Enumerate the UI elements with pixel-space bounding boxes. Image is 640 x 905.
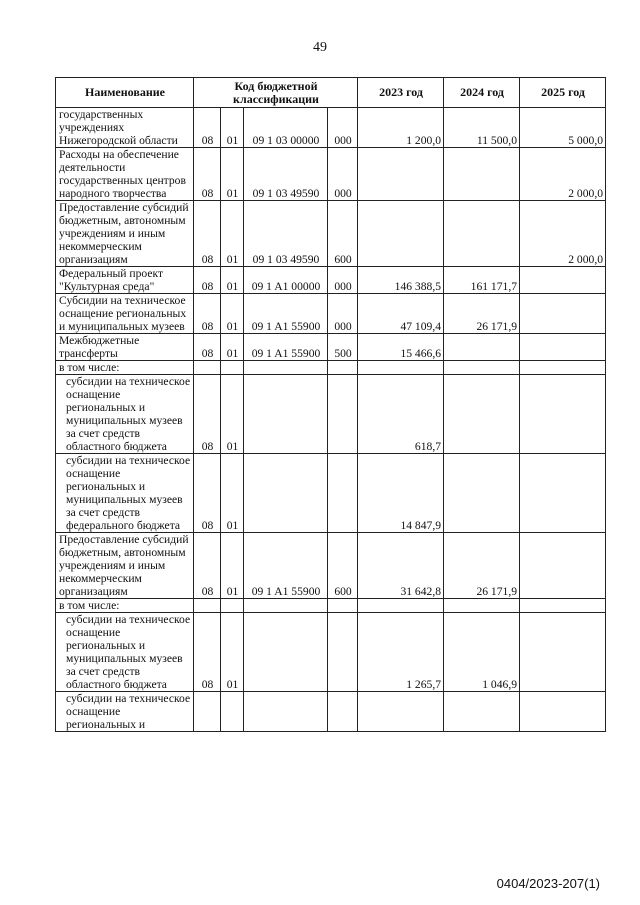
cell-expense-type-code <box>328 613 358 692</box>
cell-subsection-code: 01 <box>221 267 244 294</box>
cell-subsection-code: 01 <box>221 201 244 267</box>
cell-section-code: 08 <box>194 334 221 361</box>
cell-subsection-code: 01 <box>221 334 244 361</box>
cell-target-article-code: 09 1 A1 00000 <box>244 267 328 294</box>
cell-value-2025 <box>520 454 606 533</box>
header-2024: 2024 год <box>444 78 520 108</box>
header-name: Наименование <box>56 78 194 108</box>
cell-subsection-code: 01 <box>221 148 244 201</box>
cell-value-2023: 14 847,9 <box>358 454 444 533</box>
cell-target-article-code <box>244 454 328 533</box>
cell-value-2025: 5 000,0 <box>520 108 606 148</box>
table-row <box>56 294 606 334</box>
cell-section-code: 08 <box>194 375 221 454</box>
cell-target-article-code <box>244 613 328 692</box>
table-header-row <box>56 78 606 108</box>
cell-value-2023 <box>358 692 444 732</box>
cell-value-2025 <box>520 375 606 454</box>
cell-section-code: 08 <box>194 201 221 267</box>
cell-value-2025: 2 000,0 <box>520 201 606 267</box>
cell-target-article-code: 09 1 A1 55900 <box>244 294 328 334</box>
header-code: Код бюджетной классификации <box>194 78 358 108</box>
budget-table <box>55 77 606 732</box>
cell-name: Межбюджетные трансферты <box>56 334 194 361</box>
cell-expense-type-code: 000 <box>328 108 358 148</box>
table-row <box>56 599 606 613</box>
cell-value-2023 <box>358 201 444 267</box>
cell-target-article-code <box>244 692 328 732</box>
cell-target-article-code: 09 1 03 49590 <box>244 148 328 201</box>
cell-value-2025 <box>520 533 606 599</box>
cell-subsection-code <box>221 361 244 375</box>
table-row <box>56 375 606 454</box>
cell-name: субсидии на техническое оснащение региональных и муниципальных музеев за счет средств федерального бюджета <box>56 454 194 533</box>
cell-section-code <box>194 692 221 732</box>
cell-name: субсидии на техническое оснащение региональных и муниципальных музеев за счет средств областного бюджета <box>56 375 194 454</box>
cell-name: в том числе: <box>56 361 194 375</box>
cell-name: государственных учреждениях Нижегородской области <box>56 108 194 148</box>
cell-name: Предоставление субсидий бюджетным, автономным учреждениям и иным некоммерческим организациям <box>56 201 194 267</box>
cell-name: Расходы на обеспечение деятельности государственных центров народного творчества <box>56 148 194 201</box>
cell-section-code: 08 <box>194 533 221 599</box>
cell-value-2024 <box>444 361 520 375</box>
cell-value-2025 <box>520 294 606 334</box>
cell-value-2023: 1 200,0 <box>358 108 444 148</box>
table-row <box>56 454 606 533</box>
cell-target-article-code <box>244 599 328 613</box>
cell-target-article-code: 09 1 A1 55900 <box>244 533 328 599</box>
cell-value-2024 <box>444 148 520 201</box>
cell-target-article-code: 09 1 03 00000 <box>244 108 328 148</box>
cell-value-2024: 11 500,0 <box>444 108 520 148</box>
cell-value-2024: 26 171,9 <box>444 294 520 334</box>
table-row <box>56 361 606 375</box>
cell-section-code <box>194 599 221 613</box>
page-number: 49 <box>313 40 327 55</box>
cell-section-code <box>194 361 221 375</box>
cell-value-2025 <box>520 334 606 361</box>
cell-subsection-code: 01 <box>221 613 244 692</box>
cell-name: Предоставление субсидий бюджетным, автономным учреждениям и иным некоммерческим организациям <box>56 533 194 599</box>
cell-target-article-code <box>244 361 328 375</box>
cell-expense-type-code <box>328 599 358 613</box>
cell-name: субсидии на техническое оснащение региональных и <box>56 692 194 732</box>
cell-value-2025 <box>520 361 606 375</box>
cell-section-code: 08 <box>194 108 221 148</box>
cell-value-2024: 161 171,7 <box>444 267 520 294</box>
cell-value-2024 <box>444 375 520 454</box>
cell-subsection-code <box>221 692 244 732</box>
cell-name: в том числе: <box>56 599 194 613</box>
table-body <box>56 108 606 732</box>
cell-value-2025 <box>520 267 606 294</box>
cell-value-2023 <box>358 361 444 375</box>
cell-value-2023: 15 466,6 <box>358 334 444 361</box>
cell-expense-type-code <box>328 454 358 533</box>
cell-value-2023: 47 109,4 <box>358 294 444 334</box>
cell-value-2024 <box>444 454 520 533</box>
cell-subsection-code: 01 <box>221 375 244 454</box>
cell-expense-type-code <box>328 361 358 375</box>
cell-value-2023 <box>358 148 444 201</box>
cell-subsection-code: 01 <box>221 294 244 334</box>
cell-section-code: 08 <box>194 613 221 692</box>
cell-expense-type-code: 600 <box>328 533 358 599</box>
header-2025: 2025 год <box>520 78 606 108</box>
document-id: 0404/2023-207(1) <box>496 876 600 891</box>
cell-section-code: 08 <box>194 454 221 533</box>
cell-value-2024: 1 046,9 <box>444 613 520 692</box>
cell-section-code: 08 <box>194 294 221 334</box>
cell-value-2025 <box>520 692 606 732</box>
cell-name: субсидии на техническое оснащение региональных и муниципальных музеев за счет средств областного бюджета <box>56 613 194 692</box>
cell-value-2023: 146 388,5 <box>358 267 444 294</box>
table-row <box>56 267 606 294</box>
table-row <box>56 613 606 692</box>
cell-value-2023 <box>358 599 444 613</box>
table-row <box>56 692 606 732</box>
cell-expense-type-code <box>328 375 358 454</box>
cell-section-code: 08 <box>194 267 221 294</box>
header-2023: 2023 год <box>358 78 444 108</box>
cell-target-article-code: 09 1 03 49590 <box>244 201 328 267</box>
table-row <box>56 108 606 148</box>
cell-name: Субсидии на техническое оснащение региональных и муниципальных музеев <box>56 294 194 334</box>
cell-section-code: 08 <box>194 148 221 201</box>
cell-expense-type-code: 000 <box>328 294 358 334</box>
cell-value-2024 <box>444 599 520 613</box>
table-row <box>56 334 606 361</box>
cell-expense-type-code: 600 <box>328 201 358 267</box>
cell-expense-type-code: 500 <box>328 334 358 361</box>
cell-value-2025: 2 000,0 <box>520 148 606 201</box>
cell-value-2024 <box>444 201 520 267</box>
cell-expense-type-code: 000 <box>328 148 358 201</box>
cell-name: Федеральный проект "Культурная среда" <box>56 267 194 294</box>
cell-subsection-code: 01 <box>221 108 244 148</box>
table-row <box>56 201 606 267</box>
cell-value-2024: 26 171,9 <box>444 533 520 599</box>
cell-target-article-code: 09 1 A1 55900 <box>244 334 328 361</box>
cell-subsection-code: 01 <box>221 533 244 599</box>
cell-value-2025 <box>520 599 606 613</box>
cell-value-2023: 31 642,8 <box>358 533 444 599</box>
cell-value-2024 <box>444 692 520 732</box>
cell-expense-type-code <box>328 692 358 732</box>
cell-subsection-code <box>221 599 244 613</box>
cell-target-article-code <box>244 375 328 454</box>
cell-value-2025 <box>520 613 606 692</box>
table-row <box>56 148 606 201</box>
cell-value-2023: 618,7 <box>358 375 444 454</box>
cell-expense-type-code: 000 <box>328 267 358 294</box>
table-row <box>56 533 606 599</box>
cell-subsection-code: 01 <box>221 454 244 533</box>
cell-value-2024 <box>444 334 520 361</box>
cell-value-2023: 1 265,7 <box>358 613 444 692</box>
